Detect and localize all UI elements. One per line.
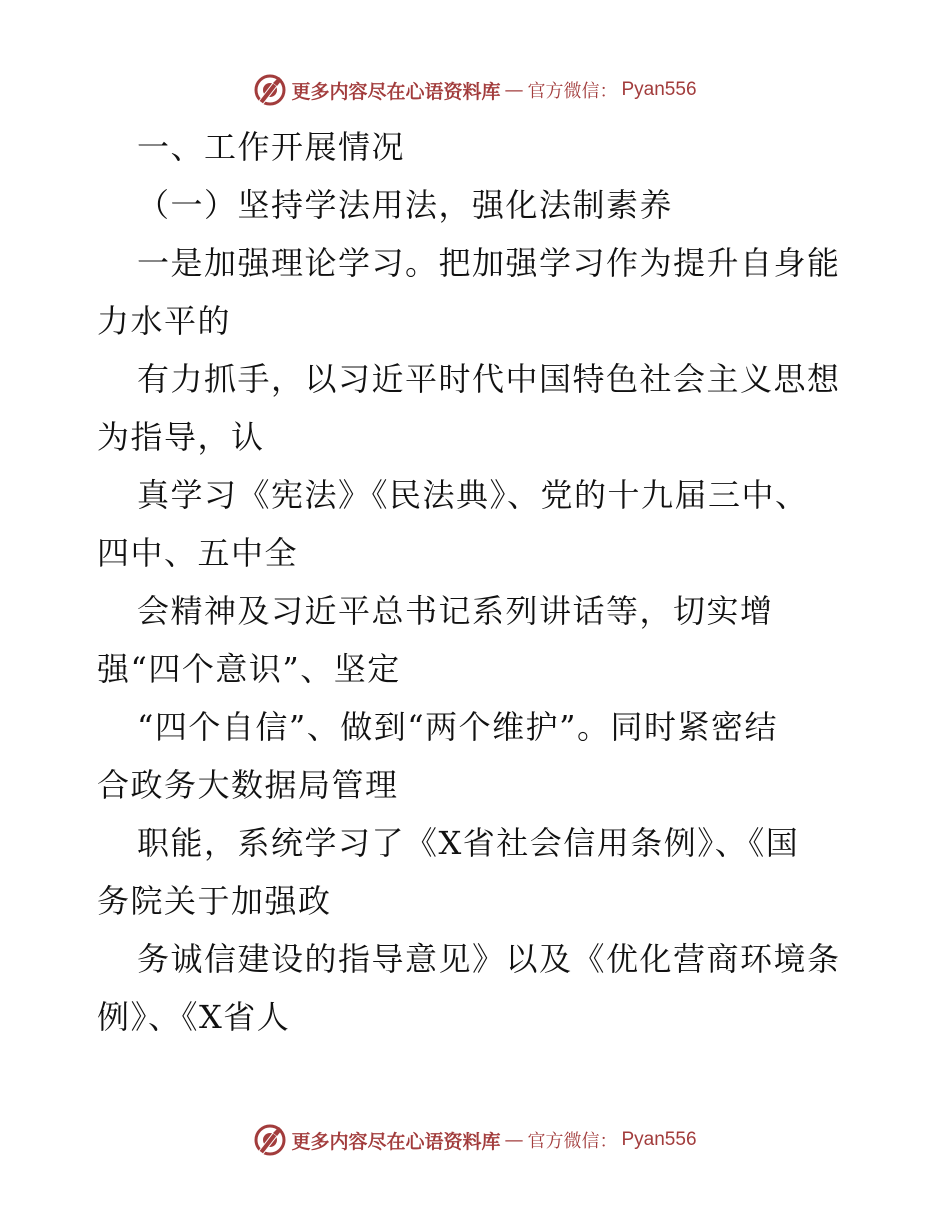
section-heading: 一、工作开展情况 (137, 128, 406, 166)
footer-brand (253, 1123, 696, 1157)
header-brand-name: 更多内容尽在心语资料库 (291, 80, 501, 103)
footer-brand-name: 更多内容尽在心语资料库 (291, 1130, 501, 1153)
paragraph-line: 力水平的 (97, 302, 232, 340)
paragraph-line: 例》、《X省人 (97, 998, 291, 1036)
footer-brand-id: Pyan556 (621, 1129, 697, 1150)
header-brand-dash: — (504, 79, 524, 101)
paragraph-line: 职能，系统学习了《X省社会信用条例》、《国 (137, 824, 800, 862)
brand-logo-icon (253, 73, 287, 107)
page-header (0, 70, 950, 110)
paragraph-line: 有力抓手，以习近平时代中国特色社会主义思想 (137, 360, 841, 398)
paragraph-line: 会精神及习近平总书记系列讲话等，切实增 (137, 592, 774, 630)
footer-brand-dash: — (504, 1129, 524, 1151)
paragraph-line: 为指导，认 (97, 418, 265, 456)
paragraph-line: 务院关于加强政 (97, 882, 332, 920)
header-brand (253, 73, 696, 107)
paragraph-line: 合政务大数据局管理 (97, 766, 399, 804)
subsection-heading: （一）坚持学法用法，强化法制素养 (137, 186, 674, 224)
document-body (97, 118, 857, 1046)
page-footer (0, 1120, 950, 1160)
header-brand-id: Pyan556 (621, 79, 697, 100)
paragraph-line: “四个自信”、做到“两个维护”。同时紧密结 (137, 708, 778, 746)
paragraph-line: 强“四个意识”、坚定 (97, 650, 401, 688)
paragraph-line: 四中、五中全 (97, 534, 299, 572)
paragraph-line: 务诚信建设的指导意见》以及《优化营商环境条 (137, 940, 841, 978)
paragraph-line: 一是加强理论学习。把加强学习作为提升自身能 (137, 244, 841, 282)
brand-logo-icon (253, 1123, 287, 1157)
footer-brand-official: 官方微信： (527, 1131, 618, 1152)
header-brand-official: 官方微信： (527, 81, 618, 102)
paragraph-line: 真学习《宪法》《民法典》、党的十九届三中、 (137, 476, 809, 514)
